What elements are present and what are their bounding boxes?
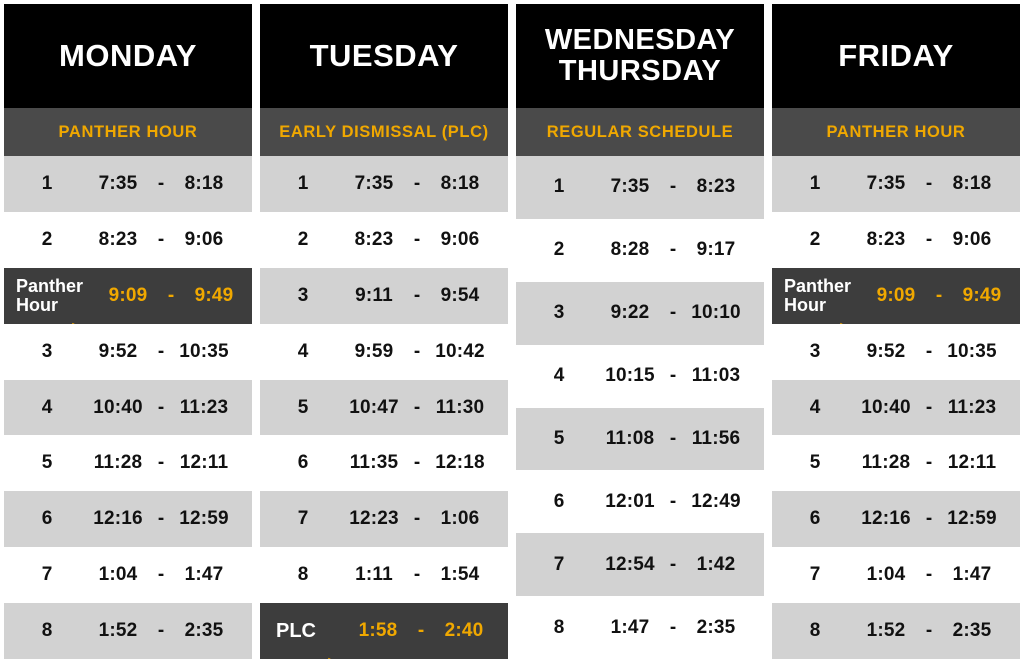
period-row xyxy=(772,156,1020,212)
period-end-time: 8:18 xyxy=(184,172,224,194)
time-range-dash: - xyxy=(669,365,677,387)
period-times xyxy=(80,397,242,419)
period-start-time: 12:16 xyxy=(93,508,143,530)
period-start-time: 12:16 xyxy=(861,508,911,530)
period-end-time: 1:47 xyxy=(184,564,224,586)
period-row xyxy=(4,212,252,268)
period-label: Panther Hour xyxy=(784,276,852,315)
column-day-header xyxy=(516,4,764,108)
time-range-dash: - xyxy=(413,284,421,306)
period-end-time: 9:54 xyxy=(440,284,480,306)
time-range-dash: - xyxy=(925,620,933,642)
period-rows xyxy=(516,156,764,659)
column-day-header xyxy=(260,4,508,108)
period-start-time: 8:23 xyxy=(98,228,138,250)
time-range-dash: - xyxy=(167,284,175,306)
period-label: 5 xyxy=(809,452,821,474)
period-end-time: 9:06 xyxy=(440,228,480,250)
time-range-dash: - xyxy=(157,228,165,250)
period-row xyxy=(260,547,508,603)
period-start-time: 8:28 xyxy=(610,239,650,261)
period-label: 5 xyxy=(553,427,565,449)
period-row xyxy=(260,491,508,547)
period-end-time: 12:11 xyxy=(947,452,997,474)
period-times xyxy=(592,491,754,513)
period-times xyxy=(848,341,1010,363)
period-times xyxy=(80,341,242,363)
period-times xyxy=(592,176,754,198)
period-row xyxy=(4,268,252,324)
period-start-time: 9:09 xyxy=(108,284,148,306)
period-times xyxy=(848,508,1010,530)
time-range-dash: - xyxy=(669,176,677,198)
period-label: 8 xyxy=(41,620,53,642)
period-start-time: 1:47 xyxy=(610,616,650,638)
time-range-dash: - xyxy=(413,396,421,418)
period-row xyxy=(772,491,1020,547)
column-day-title: MONDAY xyxy=(59,38,197,74)
period-row xyxy=(260,156,508,212)
period-label: 8 xyxy=(809,620,821,642)
period-end-time: 9:49 xyxy=(194,284,234,306)
time-range-dash: - xyxy=(935,284,943,306)
period-end-time: 12:11 xyxy=(179,452,229,474)
period-end-time: 12:49 xyxy=(691,490,741,512)
period-start-time: 1:52 xyxy=(98,620,138,642)
period-row xyxy=(516,408,764,471)
time-range-dash: - xyxy=(157,452,165,474)
period-row xyxy=(4,547,252,603)
period-end-time: 9:17 xyxy=(696,239,736,261)
period-row xyxy=(4,380,252,436)
period-row xyxy=(516,470,764,533)
period-row xyxy=(4,435,252,491)
period-label: 4 xyxy=(553,365,565,387)
period-row xyxy=(4,156,252,212)
time-range-dash: - xyxy=(413,452,421,474)
period-start-time: 9:59 xyxy=(354,340,394,362)
period-start-time: 7:35 xyxy=(354,172,394,194)
period-row xyxy=(516,282,764,345)
period-start-time: 9:22 xyxy=(610,302,650,324)
period-times xyxy=(848,229,1010,251)
period-row xyxy=(516,345,764,408)
period-label: 5 xyxy=(41,452,53,474)
period-times xyxy=(80,173,242,195)
period-times xyxy=(336,508,498,530)
period-start-time: 9:09 xyxy=(876,284,916,306)
period-end-time: 10:42 xyxy=(435,340,485,362)
period-end-time: 1:42 xyxy=(696,553,736,575)
period-rows xyxy=(260,156,508,659)
period-times xyxy=(336,564,498,586)
schedule-column xyxy=(4,4,252,659)
period-row xyxy=(260,435,508,491)
period-end-time: 2:35 xyxy=(184,620,224,642)
period-label: 2 xyxy=(553,239,565,261)
period-start-time: 10:15 xyxy=(605,365,655,387)
period-label: 1 xyxy=(553,176,565,198)
period-label: 2 xyxy=(41,228,53,250)
schedule-column xyxy=(516,4,764,659)
time-range-dash: - xyxy=(413,564,421,586)
period-start-time: 7:35 xyxy=(866,172,906,194)
column-day-title: FRIDAY xyxy=(838,38,954,74)
period-times xyxy=(848,452,1010,474)
time-range-dash: - xyxy=(413,228,421,250)
period-end-time: 1:47 xyxy=(952,564,992,586)
period-times xyxy=(80,620,242,642)
column-subheader: PANTHER HOUR xyxy=(772,108,1020,156)
period-end-time: 8:18 xyxy=(440,172,480,194)
schedule-column xyxy=(260,4,508,659)
period-start-time: 12:01 xyxy=(605,490,655,512)
period-label: 8 xyxy=(297,564,309,586)
period-row xyxy=(772,268,1020,324)
period-label: 6 xyxy=(553,490,565,512)
period-label: 6 xyxy=(41,508,53,530)
time-range-dash: - xyxy=(157,508,165,530)
period-end-time: 9:06 xyxy=(952,228,992,250)
period-start-time: 1:04 xyxy=(98,564,138,586)
period-label: 6 xyxy=(297,452,309,474)
period-label: PLC xyxy=(276,619,316,642)
period-row xyxy=(4,491,252,547)
period-times xyxy=(848,397,1010,419)
column-day-title: WEDNESDAY THURSDAY xyxy=(544,23,736,87)
time-range-dash: - xyxy=(925,172,933,194)
period-times xyxy=(592,617,754,639)
period-start-time: 12:54 xyxy=(605,553,655,575)
period-times xyxy=(80,564,242,586)
period-end-time: 8:23 xyxy=(696,176,736,198)
period-start-time: 12:23 xyxy=(349,508,399,530)
period-label: 8 xyxy=(553,616,565,638)
column-day-title: TUESDAY xyxy=(309,38,459,74)
period-end-time: 11:56 xyxy=(691,427,741,449)
period-start-time: 1:11 xyxy=(355,564,393,586)
period-row xyxy=(772,212,1020,268)
period-times xyxy=(336,452,498,474)
period-end-time: 11:23 xyxy=(179,396,229,418)
period-times xyxy=(80,508,242,530)
period-label: 4 xyxy=(809,396,821,418)
period-end-time: 12:18 xyxy=(435,452,485,474)
period-start-time: 1:52 xyxy=(866,620,906,642)
period-times xyxy=(866,285,1012,307)
period-label: 3 xyxy=(41,340,53,362)
period-label: 7 xyxy=(553,553,565,575)
period-row xyxy=(772,435,1020,491)
period-row xyxy=(516,156,764,219)
period-label: 2 xyxy=(297,228,309,250)
period-start-time: 11:08 xyxy=(605,427,655,449)
period-row xyxy=(260,212,508,268)
time-range-dash: - xyxy=(157,396,165,418)
column-day-header xyxy=(772,4,1020,108)
time-range-dash: - xyxy=(413,172,421,194)
period-times xyxy=(336,285,498,307)
period-start-time: 1:04 xyxy=(866,564,906,586)
period-rows xyxy=(772,156,1020,659)
period-times xyxy=(336,341,498,363)
period-end-time: 2:35 xyxy=(952,620,992,642)
period-row xyxy=(260,324,508,380)
period-start-time: 10:47 xyxy=(349,396,399,418)
period-label: 1 xyxy=(297,172,309,194)
period-row xyxy=(260,380,508,436)
period-start-time: 10:40 xyxy=(93,396,143,418)
period-times xyxy=(336,173,498,195)
period-label: 3 xyxy=(809,340,821,362)
period-label: 3 xyxy=(297,284,309,306)
time-range-dash: - xyxy=(925,396,933,418)
period-label: 4 xyxy=(297,340,309,362)
period-label: 7 xyxy=(297,508,309,530)
period-row xyxy=(4,603,252,659)
period-label: 2 xyxy=(809,228,821,250)
period-start-time: 11:35 xyxy=(349,452,399,474)
time-range-dash: - xyxy=(417,620,425,642)
time-range-dash: - xyxy=(669,302,677,324)
period-end-time: 2:40 xyxy=(444,620,484,642)
time-range-dash: - xyxy=(157,620,165,642)
period-label: 6 xyxy=(809,508,821,530)
period-row xyxy=(772,547,1020,603)
period-times xyxy=(592,365,754,387)
period-start-time: 7:35 xyxy=(610,176,650,198)
period-row xyxy=(516,219,764,282)
time-range-dash: - xyxy=(669,490,677,512)
period-end-time: 8:18 xyxy=(952,172,992,194)
period-row xyxy=(4,324,252,380)
time-range-dash: - xyxy=(925,452,933,474)
period-end-time: 9:06 xyxy=(184,228,224,250)
period-end-time: 11:30 xyxy=(435,396,485,418)
period-times xyxy=(848,564,1010,586)
period-row xyxy=(772,324,1020,380)
period-label: 5 xyxy=(297,396,309,418)
period-label: 1 xyxy=(41,172,53,194)
period-row xyxy=(260,268,508,324)
period-start-time: 11:28 xyxy=(93,452,143,474)
period-row xyxy=(516,533,764,596)
period-start-time: 8:23 xyxy=(866,228,906,250)
period-times xyxy=(80,452,242,474)
time-range-dash: - xyxy=(413,340,421,362)
column-subheader: PANTHER HOUR xyxy=(4,108,252,156)
period-times xyxy=(98,285,244,307)
schedule-column xyxy=(772,4,1020,659)
period-label: 3 xyxy=(553,302,565,324)
period-start-time: 9:11 xyxy=(355,284,393,306)
column-subheader: REGULAR SCHEDULE xyxy=(516,108,764,156)
period-label: 1 xyxy=(809,172,821,194)
period-times xyxy=(848,620,1010,642)
period-row xyxy=(772,603,1020,659)
period-times xyxy=(80,229,242,251)
period-end-time: 10:10 xyxy=(691,302,741,324)
column-subheader: EARLY DISMISSAL (PLC) xyxy=(260,108,508,156)
period-row xyxy=(516,596,764,659)
period-label: Panther Hour xyxy=(16,276,84,315)
period-end-time: 11:23 xyxy=(947,396,997,418)
period-times xyxy=(344,620,498,642)
period-start-time: 9:52 xyxy=(866,340,906,362)
period-label: 7 xyxy=(809,564,821,586)
time-range-dash: - xyxy=(157,564,165,586)
period-row xyxy=(772,380,1020,436)
period-start-time: 9:52 xyxy=(98,340,138,362)
period-end-time: 1:06 xyxy=(440,508,480,530)
period-times xyxy=(336,397,498,419)
period-row xyxy=(260,603,508,659)
time-range-dash: - xyxy=(925,564,933,586)
period-end-time: 2:35 xyxy=(696,616,736,638)
period-times xyxy=(592,428,754,450)
time-range-dash: - xyxy=(925,340,933,362)
period-times xyxy=(336,229,498,251)
period-end-time: 11:03 xyxy=(691,365,741,387)
period-start-time: 1:58 xyxy=(358,620,398,642)
period-end-time: 9:49 xyxy=(962,284,1002,306)
period-times xyxy=(592,239,754,261)
time-range-dash: - xyxy=(669,616,677,638)
time-range-dash: - xyxy=(669,239,677,261)
time-range-dash: - xyxy=(925,228,933,250)
period-start-time: 7:35 xyxy=(98,172,138,194)
time-range-dash: - xyxy=(413,508,421,530)
period-times xyxy=(848,173,1010,195)
period-start-time: 10:40 xyxy=(861,396,911,418)
period-end-time: 10:35 xyxy=(179,340,229,362)
period-end-time: 10:35 xyxy=(947,340,997,362)
period-label: 4 xyxy=(41,396,53,418)
time-range-dash: - xyxy=(157,340,165,362)
period-start-time: 11:28 xyxy=(861,452,911,474)
period-rows xyxy=(4,156,252,659)
period-start-time: 8:23 xyxy=(354,228,394,250)
time-range-dash: - xyxy=(669,553,677,575)
time-range-dash: - xyxy=(925,508,933,530)
time-range-dash: - xyxy=(157,172,165,194)
period-times xyxy=(592,302,754,324)
period-end-time: 12:59 xyxy=(179,508,229,530)
period-times xyxy=(592,554,754,576)
time-range-dash: - xyxy=(669,427,677,449)
period-label: 7 xyxy=(41,564,53,586)
column-day-header xyxy=(4,4,252,108)
period-end-time: 1:54 xyxy=(440,564,480,586)
period-end-time: 12:59 xyxy=(947,508,997,530)
